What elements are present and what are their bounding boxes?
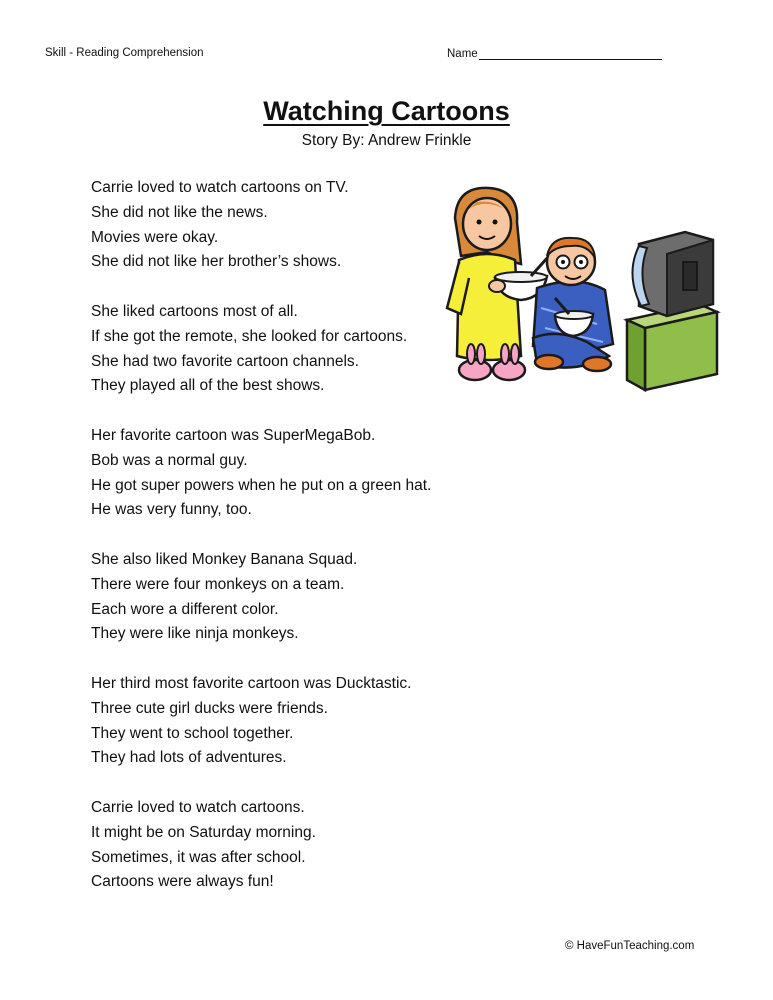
story-line: He got super powers when he put on a green hat. [91,476,432,494]
story-line: She had two favorite cartoon channels. [91,352,359,370]
story-line: There were four monkeys on a team. [91,575,345,593]
story-line: She did not like the news. [91,203,268,221]
story-line: Her third most favorite cartoon was Ducktastic. [91,674,412,692]
story-line: Carrie loved to watch cartoons on TV. [91,179,349,196]
story-line: They had lots of adventures. [91,749,287,767]
story-line: If she got the remote, she looked for cartoons. [91,327,408,345]
story-line: Three cute girl ducks were friends. [91,699,328,717]
name-field [447,47,662,60]
story-line: Movies were okay. [91,228,219,246]
kids-watching-tv-illustration [437,178,725,396]
skill-label: Skill - Reading Comprehension [45,47,204,59]
story-paragraph [91,424,431,523]
copyright-notice: © HaveFunTeaching.com [565,940,695,952]
boy-figure [533,238,613,371]
story-paragraph [91,548,431,647]
story-line: Sometimes, it was after school. [91,848,306,866]
story-line: They were like ninja monkeys. [91,625,299,643]
story-line: She also liked Monkey Banana Squad. [91,550,358,568]
story-line: She liked cartoons most of all. [91,302,298,320]
story-paragraph [91,176,431,275]
story-line: They played all of the best shows. [91,377,325,395]
story-paragraph [91,672,431,771]
name-label: Name [447,48,478,60]
story-line: They went to school together. [91,724,294,742]
page-title: Watching Cartoons [263,96,510,126]
girl-figure [447,188,549,380]
story-line: Each wore a different color. [91,600,279,618]
story-line: She did not like her brother’s shows. [91,253,342,271]
television [632,232,713,316]
story-paragraph [91,796,431,895]
story-line: It might be on Saturday morning. [91,823,316,841]
tv-stand [627,304,717,390]
story-line: Her favorite cartoon was SuperMegaBob. [91,426,376,444]
story-line: Bob was a normal guy. [91,451,248,469]
story-line: Cartoons were always fun! [91,873,274,891]
story-text [91,176,431,920]
story-paragraph [91,300,431,399]
story-line: Carrie loved to watch cartoons. [91,798,305,816]
name-blank-line [479,47,662,60]
story-line: He was very funny, too. [91,501,252,519]
story-byline: Story By: Andrew Frinkle [301,132,472,149]
